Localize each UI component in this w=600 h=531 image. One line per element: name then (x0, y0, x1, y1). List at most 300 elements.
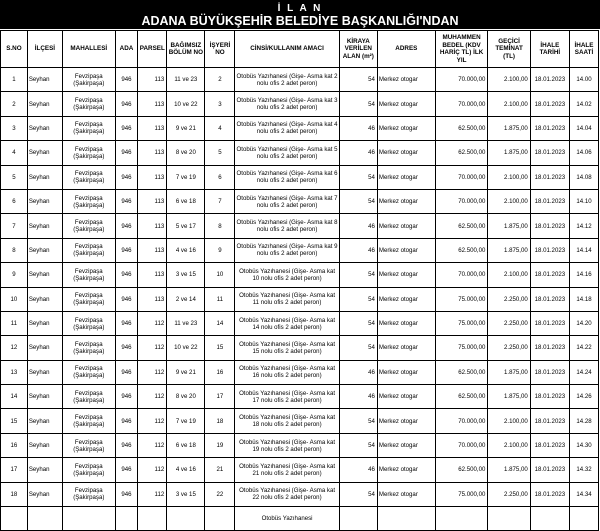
independent-section-no-cell: 9 ve 21 (167, 360, 205, 384)
row-number-cell: 10 (1, 287, 28, 311)
leased-area-cell: 46 (339, 214, 377, 238)
district-cell: Seyhan (27, 336, 62, 360)
estimated-price-cell: 70.000,00 (435, 433, 488, 457)
table-row (1, 189, 599, 213)
usage-type-cell: Otobüs Yazıhanesi (Gişe- Asma kat 3 nolu ofis 2 adet peron) (235, 92, 339, 116)
neighborhood-cell: Fevzipaşa (Şakirpaşa) (62, 482, 115, 506)
district-cell: Seyhan (27, 116, 62, 140)
tender-time-cell: 14.00 (569, 68, 598, 92)
tender-time-cell: 14.16 (569, 263, 598, 287)
block-no-cell: 946 (115, 336, 138, 360)
row-number-cell: 12 (1, 336, 28, 360)
block-no-cell: 946 (115, 116, 138, 140)
tender-time-cell: 14.30 (569, 433, 598, 457)
address-cell: Merkez otogar (377, 287, 435, 311)
block-no-cell: 946 (115, 287, 138, 311)
leased-area-cell: 54 (339, 409, 377, 433)
header-col-isyeri-no: İŞYERİ NO (205, 31, 235, 68)
provisional-guarantee-cell: 2.250,00 (488, 287, 530, 311)
tender-time-cell: 14.22 (569, 336, 598, 360)
usage-type-cell: Otobüs Yazıhanesi (Gişe- Asma kat 8 nolu ofis 2 adet peron) (235, 214, 339, 238)
usage-type-cell: Otobüs Yazıhanesi (Gişe- Asma kat 6 nolu ofis 2 adet peron) (235, 165, 339, 189)
district-cell: Seyhan (27, 263, 62, 287)
usage-type-cell: Otobüs Yazıhanesi (Gişe- Asma kat 11 nolu ofis 2 adet peron) (235, 287, 339, 311)
workplace-no-cell: 9 (205, 238, 235, 262)
leased-area-cell: 54 (339, 263, 377, 287)
district-cell: Seyhan (27, 287, 62, 311)
provisional-guarantee-cell: 2.250,00 (488, 311, 530, 335)
table-row (1, 92, 599, 116)
leased-area-cell: 54 (339, 189, 377, 213)
tender-time-cell: 14.32 (569, 458, 598, 482)
block-no-cell: 946 (115, 360, 138, 384)
tender-date-cell: 18.01.2023 (530, 116, 569, 140)
workplace-no-cell: 22 (205, 482, 235, 506)
table-row (1, 311, 599, 335)
independent-section-no-cell: 10 ve 22 (167, 92, 205, 116)
workplace-no-cell: 14 (205, 311, 235, 335)
independent-section-no-cell: 5 ve 17 (167, 214, 205, 238)
block-no-cell: 946 (115, 263, 138, 287)
tender-date-cell: 18.01.2023 (530, 189, 569, 213)
estimated-price-cell: 75.000,00 (435, 336, 488, 360)
estimated-price-cell: 62.500,00 (435, 238, 488, 262)
district-cell: Seyhan (27, 238, 62, 262)
address-cell: Merkez otogar (377, 409, 435, 433)
district-cell: Seyhan (27, 92, 62, 116)
independent-section-no-cell: 11 ve 23 (167, 311, 205, 335)
district-cell: Seyhan (27, 482, 62, 506)
tender-time-cell: 14.04 (569, 116, 598, 140)
provisional-guarantee-cell: 2.250,00 (488, 336, 530, 360)
provisional-guarantee-cell: 1.875,00 (488, 141, 530, 165)
neighborhood-cell: Fevzipaşa (Şakirpaşa) (62, 214, 115, 238)
tender-date-cell: 18.01.2023 (530, 482, 569, 506)
address-cell (377, 507, 435, 531)
header-col-muhammen-bedel: MUHAMMEN BEDEL (KDV HARİÇ TL) İLK YIL (435, 31, 488, 68)
leased-area-cell: 54 (339, 165, 377, 189)
table-row (1, 433, 599, 457)
estimated-price-cell: 62.500,00 (435, 141, 488, 165)
address-cell: Merkez otogar (377, 433, 435, 457)
independent-section-no-cell: 3 ve 15 (167, 263, 205, 287)
workplace-no-cell: 18 (205, 409, 235, 433)
neighborhood-cell: Fevzipaşa (Şakirpaşa) (62, 385, 115, 409)
table-row (1, 116, 599, 140)
address-cell: Merkez otogar (377, 311, 435, 335)
table-row (1, 360, 599, 384)
leased-area-cell: 46 (339, 238, 377, 262)
neighborhood-cell: Fevzipaşa (Şakirpaşa) (62, 141, 115, 165)
block-no-cell (115, 507, 138, 531)
workplace-no-cell: 21 (205, 458, 235, 482)
parcel-no-cell: 113 (138, 263, 167, 287)
provisional-guarantee-cell: 2.250,00 (488, 482, 530, 506)
independent-section-no-cell: 2 ve 14 (167, 287, 205, 311)
leased-area-cell: 54 (339, 311, 377, 335)
block-no-cell: 946 (115, 141, 138, 165)
leased-area-cell: 54 (339, 92, 377, 116)
usage-type-cell: Otobüs Yazıhanesi (Gişe- Asma kat 17 nolu ofis 2 adet peron) (235, 385, 339, 409)
row-number-cell: 14 (1, 385, 28, 409)
workplace-no-cell: 4 (205, 116, 235, 140)
row-number-cell: 11 (1, 311, 28, 335)
block-no-cell: 946 (115, 385, 138, 409)
block-no-cell: 946 (115, 458, 138, 482)
block-no-cell: 946 (115, 433, 138, 457)
row-number-cell: 1 (1, 68, 28, 92)
usage-type-cell: Otobüs Yazıhanesi (Gişe- Asma kat 5 nolu ofis 2 adet peron) (235, 141, 339, 165)
estimated-price-cell: 70.000,00 (435, 263, 488, 287)
header-col-alan: KİRAYA VERİLEN ALAN (m²) (339, 31, 377, 68)
row-number-cell: 18 (1, 482, 28, 506)
table-row (1, 458, 599, 482)
estimated-price-cell: 70.000,00 (435, 165, 488, 189)
table-row (1, 214, 599, 238)
tender-date-cell: 18.01.2023 (530, 238, 569, 262)
tender-date-cell: 18.01.2023 (530, 214, 569, 238)
workplace-no-cell: 15 (205, 336, 235, 360)
provisional-guarantee-cell: 1.875,00 (488, 458, 530, 482)
neighborhood-cell: Fevzipaşa (Şakirpaşa) (62, 433, 115, 457)
workplace-no-cell: 6 (205, 165, 235, 189)
parcel-no-cell: 113 (138, 92, 167, 116)
usage-type-cell: Otobüs Yazıhanesi (Gişe- Asma kat 9 nolu ofis 2 adet peron) (235, 238, 339, 262)
independent-section-no-cell: 8 ve 20 (167, 385, 205, 409)
district-cell: Seyhan (27, 68, 62, 92)
independent-section-no-cell: 6 ve 18 (167, 189, 205, 213)
parcel-no-cell: 112 (138, 482, 167, 506)
estimated-price-cell: 62.500,00 (435, 116, 488, 140)
leased-area-cell: 46 (339, 141, 377, 165)
independent-section-no-cell: 11 ve 23 (167, 68, 205, 92)
address-cell: Merkez otogar (377, 385, 435, 409)
district-cell: Seyhan (27, 385, 62, 409)
table-row (1, 409, 599, 433)
independent-section-no-cell: 3 ve 15 (167, 482, 205, 506)
estimated-price-cell: 75.000,00 (435, 482, 488, 506)
parcel-no-cell: 113 (138, 189, 167, 213)
provisional-guarantee-cell: 1.875,00 (488, 214, 530, 238)
workplace-no-cell: 11 (205, 287, 235, 311)
block-no-cell: 946 (115, 482, 138, 506)
header-col-parsel: PARSEL (138, 31, 167, 68)
estimated-price-cell: 62.500,00 (435, 385, 488, 409)
district-cell: Seyhan (27, 165, 62, 189)
tender-date-cell: 18.01.2023 (530, 385, 569, 409)
header-col-cinsi: CİNSİ/KULLANIM AMACI (235, 31, 339, 68)
workplace-no-cell: 8 (205, 214, 235, 238)
address-cell: Merkez otogar (377, 458, 435, 482)
address-cell: Merkez otogar (377, 214, 435, 238)
neighborhood-cell (62, 507, 115, 531)
header-col-adres: ADRES (377, 31, 435, 68)
tender-time-cell: 14.08 (569, 165, 598, 189)
table-body (1, 68, 599, 531)
announcement-label: İ L A N (277, 3, 323, 14)
tender-date-cell: 18.01.2023 (530, 360, 569, 384)
district-cell: Seyhan (27, 141, 62, 165)
district-cell: Seyhan (27, 311, 62, 335)
issuer-title: ADANA BÜYÜKŞEHİR BELEDİYE BAŞKANLIĞI'NDAN (141, 14, 459, 28)
leased-area-cell: 46 (339, 458, 377, 482)
header-col-sno: S.NO (1, 31, 28, 68)
header-col-ada: ADA (115, 31, 138, 68)
neighborhood-cell: Fevzipaşa (Şakirpaşa) (62, 189, 115, 213)
leased-area-cell: 54 (339, 287, 377, 311)
usage-type-cell: Otobüs Yazıhanesi (Gişe- Asma kat 16 nolu ofis 2 adet peron) (235, 360, 339, 384)
tender-time-cell (569, 507, 598, 531)
parcel-no-cell: 113 (138, 287, 167, 311)
table-row (1, 141, 599, 165)
header-col-gecici-teminat: GEÇİCİ TEMİNAT (TL) (488, 31, 530, 68)
row-number-cell: 13 (1, 360, 28, 384)
provisional-guarantee-cell: 2.100,00 (488, 433, 530, 457)
neighborhood-cell: Fevzipaşa (Şakirpaşa) (62, 263, 115, 287)
parcel-no-cell: 113 (138, 68, 167, 92)
independent-section-no-cell: 7 ve 19 (167, 409, 205, 433)
neighborhood-cell: Fevzipaşa (Şakirpaşa) (62, 116, 115, 140)
block-no-cell: 946 (115, 165, 138, 189)
row-number-cell: 16 (1, 433, 28, 457)
row-number-cell (1, 507, 28, 531)
district-cell: Seyhan (27, 214, 62, 238)
block-no-cell: 946 (115, 214, 138, 238)
table-row (1, 263, 599, 287)
row-number-cell: 6 (1, 189, 28, 213)
row-number-cell: 17 (1, 458, 28, 482)
header-col-ihale-saati: İHALE SAATİ (569, 31, 598, 68)
estimated-price-cell (435, 507, 488, 531)
provisional-guarantee-cell: 1.875,00 (488, 385, 530, 409)
provisional-guarantee-cell (488, 507, 530, 531)
provisional-guarantee-cell: 2.100,00 (488, 92, 530, 116)
row-number-cell: 15 (1, 409, 28, 433)
address-cell: Merkez otogar (377, 360, 435, 384)
provisional-guarantee-cell: 1.875,00 (488, 238, 530, 262)
parcel-no-cell: 113 (138, 214, 167, 238)
address-cell: Merkez otogar (377, 482, 435, 506)
tender-date-cell: 18.01.2023 (530, 263, 569, 287)
usage-type-cell: Otobüs Yazıhanesi (Gişe- Asma kat 10 nolu ofis 2 adet peron) (235, 263, 339, 287)
table-row (1, 165, 599, 189)
estimated-price-cell: 62.500,00 (435, 458, 488, 482)
tender-date-cell: 18.01.2023 (530, 287, 569, 311)
leased-area-cell (339, 507, 377, 531)
parcel-no-cell: 112 (138, 336, 167, 360)
tender-time-cell: 14.10 (569, 189, 598, 213)
independent-section-no-cell: 4 ve 16 (167, 458, 205, 482)
district-cell: Seyhan (27, 189, 62, 213)
provisional-guarantee-cell: 2.100,00 (488, 409, 530, 433)
parcel-no-cell: 112 (138, 311, 167, 335)
leased-area-cell: 46 (339, 385, 377, 409)
neighborhood-cell: Fevzipaşa (Şakirpaşa) (62, 92, 115, 116)
table-header-row (1, 31, 599, 68)
neighborhood-cell: Fevzipaşa (Şakirpaşa) (62, 360, 115, 384)
header-col-mahalle: MAHALLESİ (62, 31, 115, 68)
tender-time-cell: 14.20 (569, 311, 598, 335)
table-row (1, 336, 599, 360)
estimated-price-cell: 62.500,00 (435, 360, 488, 384)
parcel-no-cell: 113 (138, 116, 167, 140)
leased-area-cell: 54 (339, 433, 377, 457)
district-cell (27, 507, 62, 531)
header-col-ihale-tarihi: İHALE TARİHİ (530, 31, 569, 68)
block-no-cell: 946 (115, 189, 138, 213)
neighborhood-cell: Fevzipaşa (Şakirpaşa) (62, 68, 115, 92)
tender-time-cell: 14.28 (569, 409, 598, 433)
usage-type-cell: Otobüs Yazıhanesi (Gişe- Asma kat 2 nolu ofis 2 adet peron) (235, 68, 339, 92)
address-cell: Merkez otogar (377, 92, 435, 116)
estimated-price-cell: 75.000,00 (435, 311, 488, 335)
provisional-guarantee-cell: 2.100,00 (488, 165, 530, 189)
row-number-cell: 8 (1, 238, 28, 262)
usage-type-cell: Otobüs Yazıhanesi (Gişe- Asma kat 15 nolu ofis 2 adet peron) (235, 336, 339, 360)
neighborhood-cell: Fevzipaşa (Şakirpaşa) (62, 287, 115, 311)
row-number-cell: 9 (1, 263, 28, 287)
tender-date-cell: 18.01.2023 (530, 336, 569, 360)
address-cell: Merkez otogar (377, 238, 435, 262)
workplace-no-cell: 16 (205, 360, 235, 384)
block-no-cell: 946 (115, 92, 138, 116)
header-col-bagimsiz-bolum: BAĞIMSIZ BÖLÜM NO (167, 31, 205, 68)
provisional-guarantee-cell: 2.100,00 (488, 263, 530, 287)
parcel-no-cell: 112 (138, 385, 167, 409)
address-cell: Merkez otogar (377, 141, 435, 165)
estimated-price-cell: 62.500,00 (435, 214, 488, 238)
block-no-cell: 946 (115, 311, 138, 335)
district-cell: Seyhan (27, 458, 62, 482)
parcel-no-cell (138, 507, 167, 531)
tender-date-cell: 18.01.2023 (530, 141, 569, 165)
tender-time-cell: 14.26 (569, 385, 598, 409)
tender-date-cell: 18.01.2023 (530, 165, 569, 189)
parcel-no-cell: 112 (138, 458, 167, 482)
estimated-price-cell: 70.000,00 (435, 68, 488, 92)
provisional-guarantee-cell: 2.100,00 (488, 68, 530, 92)
district-cell: Seyhan (27, 433, 62, 457)
tender-time-cell: 14.14 (569, 238, 598, 262)
estimated-price-cell: 70.000,00 (435, 189, 488, 213)
neighborhood-cell: Fevzipaşa (Şakirpaşa) (62, 238, 115, 262)
independent-section-no-cell: 4 ve 16 (167, 238, 205, 262)
leased-area-cell: 54 (339, 336, 377, 360)
header-col-ilce: İLÇESİ (27, 31, 62, 68)
neighborhood-cell: Fevzipaşa (Şakirpaşa) (62, 409, 115, 433)
row-number-cell: 3 (1, 116, 28, 140)
tender-date-cell: 18.01.2023 (530, 311, 569, 335)
usage-type-cell: Otobüs Yazıhanesi (Gişe- Asma kat 22 nolu ofis 2 adet peron) (235, 482, 339, 506)
usage-type-cell: Otobüs Yazıhanesi (Gişe- Asma kat 18 nolu ofis 2 adet peron) (235, 409, 339, 433)
table-row (1, 287, 599, 311)
workplace-no-cell: 5 (205, 141, 235, 165)
usage-type-cell: Otobüs Yazıhanesi (Gişe- Asma kat 7 nolu ofis 2 adet peron) (235, 189, 339, 213)
district-cell: Seyhan (27, 409, 62, 433)
table-row (1, 68, 599, 92)
tender-table (0, 30, 599, 531)
usage-type-cell: Otobüs Yazıhanesi (Gişe- Asma kat 14 nolu ofis 2 adet peron) (235, 311, 339, 335)
block-no-cell: 946 (115, 409, 138, 433)
table-row (1, 238, 599, 262)
tender-date-cell: 18.01.2023 (530, 92, 569, 116)
workplace-no-cell: 2 (205, 68, 235, 92)
parcel-no-cell: 113 (138, 141, 167, 165)
tender-date-cell (530, 507, 569, 531)
provisional-guarantee-cell: 1.875,00 (488, 360, 530, 384)
neighborhood-cell: Fevzipaşa (Şakirpaşa) (62, 336, 115, 360)
announcement-banner (0, 0, 600, 29)
workplace-no-cell: 3 (205, 92, 235, 116)
row-number-cell: 2 (1, 92, 28, 116)
leased-area-cell: 46 (339, 360, 377, 384)
workplace-no-cell: 7 (205, 189, 235, 213)
independent-section-no-cell: 10 ve 22 (167, 336, 205, 360)
workplace-no-cell: 10 (205, 263, 235, 287)
usage-type-cell: Otobüs Yazıhanesi (Gişe- Asma kat 4 nolu ofis 2 adet peron) (235, 116, 339, 140)
independent-section-no-cell: 8 ve 20 (167, 141, 205, 165)
tender-time-cell: 14.24 (569, 360, 598, 384)
block-no-cell: 946 (115, 238, 138, 262)
estimated-price-cell: 70.000,00 (435, 409, 488, 433)
table-row (1, 482, 599, 506)
tender-date-cell: 18.01.2023 (530, 68, 569, 92)
usage-type-cell: Otobüs Yazıhanesi (Gişe- Asma kat 19 nolu ofis 2 adet peron) (235, 433, 339, 457)
usage-type-cell: Otobüs Yazıhanesi (235, 507, 339, 531)
independent-section-no-cell: 7 ve 19 (167, 165, 205, 189)
tender-time-cell: 14.02 (569, 92, 598, 116)
tender-date-cell: 18.01.2023 (530, 409, 569, 433)
provisional-guarantee-cell: 1.875,00 (488, 116, 530, 140)
workplace-no-cell (205, 507, 235, 531)
address-cell: Merkez otogar (377, 189, 435, 213)
table-row (1, 507, 599, 531)
tender-date-cell: 18.01.2023 (530, 458, 569, 482)
tender-time-cell: 14.34 (569, 482, 598, 506)
leased-area-cell: 54 (339, 68, 377, 92)
parcel-no-cell: 112 (138, 360, 167, 384)
parcel-no-cell: 113 (138, 238, 167, 262)
parcel-no-cell: 113 (138, 165, 167, 189)
estimated-price-cell: 70.000,00 (435, 92, 488, 116)
tender-time-cell: 14.18 (569, 287, 598, 311)
block-no-cell: 946 (115, 68, 138, 92)
parcel-no-cell: 112 (138, 433, 167, 457)
leased-area-cell: 54 (339, 482, 377, 506)
neighborhood-cell: Fevzipaşa (Şakirpaşa) (62, 165, 115, 189)
independent-section-no-cell: 6 ve 18 (167, 433, 205, 457)
tender-time-cell: 14.06 (569, 141, 598, 165)
parcel-no-cell: 112 (138, 409, 167, 433)
neighborhood-cell: Fevzipaşa (Şakirpaşa) (62, 458, 115, 482)
usage-type-cell: Otobüs Yazıhanesi (Gişe- Asma kat 21 nolu ofis 2 adet peron) (235, 458, 339, 482)
workplace-no-cell: 19 (205, 433, 235, 457)
neighborhood-cell: Fevzipaşa (Şakirpaşa) (62, 311, 115, 335)
district-cell: Seyhan (27, 360, 62, 384)
table-row (1, 385, 599, 409)
estimated-price-cell: 75.000,00 (435, 287, 488, 311)
provisional-guarantee-cell: 2.100,00 (488, 189, 530, 213)
address-cell: Merkez otogar (377, 116, 435, 140)
independent-section-no-cell: 9 ve 21 (167, 116, 205, 140)
address-cell: Merkez otogar (377, 165, 435, 189)
row-number-cell: 7 (1, 214, 28, 238)
workplace-no-cell: 17 (205, 385, 235, 409)
address-cell: Merkez otogar (377, 263, 435, 287)
address-cell: Merkez otogar (377, 68, 435, 92)
tender-time-cell: 14.12 (569, 214, 598, 238)
leased-area-cell: 46 (339, 116, 377, 140)
